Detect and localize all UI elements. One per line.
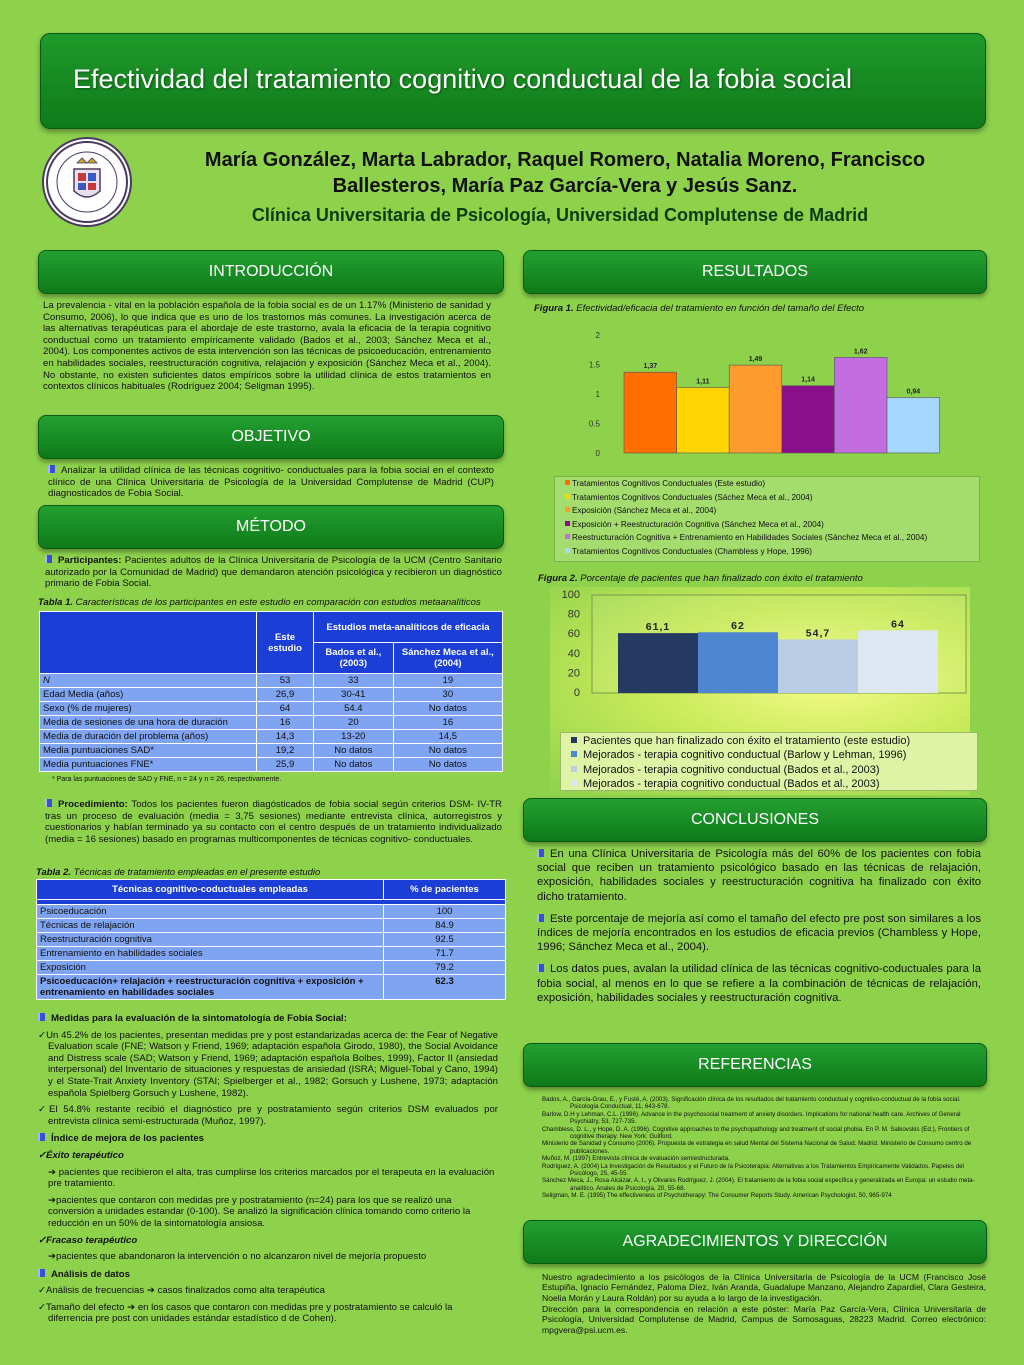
cell: 92.5 [384,933,506,947]
medidas-p2: El 54.8% restante recibió el diagnóstico pre y postratamiento según criterios DSM evaluados por entrevista clínica semi-estructurada (Muñoz, 1997). [48,1104,498,1127]
data-label: 0,94 [906,388,921,396]
university-seal [42,137,132,227]
cell: 20 [314,716,394,730]
objetivo-text: Analizar la utilidad clínica de las técnicas cognitivo- conductuales para la fobia social en el contexto clínico de una Clínica Universitaria de Psicología de la Universidad Complutense de Madrid (CUP) diagnosticados de Fobia Social. [48,465,494,500]
legend-item [565,531,979,545]
referencias-list [542,1096,982,1200]
row-label: Media de sesiones de una hora de duración [40,716,257,730]
data-label: 1,14 [801,376,815,384]
legend-swatch [571,751,577,757]
data-label: 64 [891,618,905,631]
row-label: Técnicas de relajación [37,919,384,933]
data-label: 54,7 [805,627,831,640]
fig1-caption: Figura 1. Efectividad/eficacia del tratamiento en función del tamaño del Efecto [534,303,865,314]
chart1-legend [554,476,980,562]
bullet-icon [48,465,55,473]
procedimiento-text: Todos los pacientes fueron diagósticados de fobia social según criterios DSM- IV-TR tras un proceso de evaluación (media = 3,75 sesiones) mediante entrevista clínica, autorregistros y cuestionarios y habían terminado ya su contacto con el centro después de un tratamiento individualizado (media = 16 sesiones) basado en programas multicomponentes de técnicas cognitivo- conductuales. [45,799,502,845]
legend-label: Mejorados - terapia cognitivo conductual (Bados et al., 2003) [583,763,880,776]
cell: 16 [393,716,502,730]
data-label: 62 [731,620,745,633]
bar [834,357,887,453]
list-item [537,847,981,904]
cell: 84.9 [384,919,506,933]
legend-item [571,734,977,748]
bullet-icon [38,1013,45,1021]
agradecimientos-text: Nuestro agradecimiento a los psicólogos de la Clínica Universitaria de Psicología de la UCM (Francisco José Estupiña, Ignacio Fernández, Paloma Díez, Iván Aranda, Guadalupe Manzano, Alejandro Zapardiel, Clara Gesteira, Noelia Morán y Laura Roldán) por su ayuda a lo largo de la investigación. [542,1272,986,1303]
direccion-text: Dirección para la correspondencia en relación a este póster: María Paz García-Vera, Clínica Universitaria de Psicología, Universidad Complutense de Madrid, Campus de Somosaguas, 28223 Madrid. Correo electrónico: mpgvera@psi.ucm.es. [542,1304,986,1335]
row-label: Reestructuración cognitiva [37,933,384,947]
row-label: Sexo (% de mujeres) [40,702,257,716]
cell: 19 [393,674,502,688]
exito-item-2: pacientes que contaron con medidas pre y postratamiento (n=24) para los que se realizó una conversión a unidades estandar (0-100). Se analizó la significación clínica tomando como criterio la reducción en un 50% de la sintomatología ansiosa. [48,1194,471,1229]
row-label: N [40,674,257,688]
reference-item: Ministerio de Sanidad y Consumo (2006). Propuesta de estrategia en salud Mental del Sistema Nacional de Salud. Madrid. Ministerio de Consumo centro de publicaciones. [542,1140,972,1155]
y-tick-label: 2 [595,331,600,340]
bar [618,633,698,693]
cell: No datos [393,744,502,758]
cell: No datos [314,744,394,758]
data-label: 1,11 [696,378,710,386]
legend-item [571,748,977,762]
table2-header-technique: Técnicas cognitivo-coductuales empleadas [37,880,384,900]
legend-item [565,491,979,505]
reference-item: Rodríguez, A. (2004) La Investigación de Resultados y el Futuro de la Psicoterapia: Alternativas a los Tratamientos Empíricamente Validados. Papeles del Psicólogo, 25, 45-55. [542,1162,964,1178]
list-item [537,912,981,955]
medidas-heading: Medidas para la evaluación de la sintomatología de Fobia Social: [51,1013,347,1024]
authors: María González, Marta Labrador, Raquel Romero, Natalia Moreno, Francisco Ballesteros, María Paz García-Vera y Jesús Sanz. [204,149,926,197]
legend-label: Exposición + Reestructuración Cognitiva (Sánchez Meca et al., 2004) [572,519,824,529]
cell: 30 [393,688,502,702]
row-label: Psicoeducación [37,905,384,919]
bullet-icon [45,799,52,807]
conclusion-text: Este porcentaje de mejoría así como el tamaño del efecto pre post son similares a los índices de mejoría encontrados en los estudios de eficacia previos (Chambless y Hope, 1996; Sánchez Meca et al., 2004). [537,912,981,954]
data-label: 1,49 [748,356,763,364]
intro-text: La prevalencia - vital en la población española de la fobia social es de un 1.17% (Ministerio de sanidad y Consumo, 2006), lo que indica que es uno de los trastornos más comunes. La investigación acerca de las alternativas terapéuticas para el abordaje de este trastorno, avala la eficacia de la terapia cognitivo conductual como un tratamiento empíricamente validado (Bados et al., 2003; Sánchez Meca et al., 2004). Los componentes activos de esta intervención son las técnicas de psicoeducación, entrenamiento en habilidades sociales, reestructuración cognitiva, relajación y exposición (Sánchez Meca et al., 2004). No obstante, no existen suficientes datos empíricos sobre la utilidad clínica de estos tratamientos en contextos clínicos habituales (Rodríguez 2004; Seligman 1995). [43,300,491,393]
y-tick-label: 1 [595,390,600,399]
participantes-text: Pacientes adultos de la Clínica Universitaria de Psicología de la UCM (Centro Sanitario autorizado por la Comunidad de Madrid) que demandaron atención psicológica y recibieron un diagnóstico primario de Fobia Social. [45,555,502,590]
analisis-item-1a: Análisis de frecuencias [46,1285,145,1297]
y-tick-label: 1.5 [588,360,600,370]
row-label: Exposición [37,961,384,975]
reference-item: Muñoz, M. (1997) Entrevista clínica de evaluación semiestructurada. [542,1155,730,1163]
legend-swatch [571,766,577,772]
table-row [40,702,503,716]
row-label: Media de duración del problema (años) [40,730,257,744]
cell: 30-41 [314,688,394,702]
row-label: Edad Media (años) [40,688,257,702]
analisis-item-1b: casos finalizados como alta terapéutica [157,1285,325,1297]
row-label: Media puntuaciones SAD* [40,744,257,758]
bar [778,639,858,693]
bar [624,372,677,453]
legend-swatch [571,737,577,743]
section-header-metodo: MÉTODO [38,505,504,549]
poster-title: Efectividad del tratamiento cognitivo conductual de la fobia social [73,64,852,94]
reference-item: Chambless, D. L., y Hope, D. A. (1996). Cognitive approaches to the psychopathology and treatment of social phobia. En P. M. Salkovskis (Ed.), Frontiers of cognitive therapy. New York: Guilford. [542,1125,970,1141]
table1-caption: Tabla 1. Características de los participantes en este estudio en comparación con estudios metaanalíticos [38,597,481,608]
cell: 16 [257,716,314,730]
conclusion-text: En una Clínica Universitaria de Psicología más del 60% de los pacientes con fobia social que reciben un tratamiento psicológico basado en las técnicas de relajación, exposición, habilidades sociales y reestructuración cognitiva ha finalizado con éxito dicho tratamiento. [537,848,981,903]
section-header-resultados: RESULTADOS [523,250,987,294]
cell: 64 [257,702,314,716]
table-row [40,758,503,772]
list-item [537,962,981,1005]
analisis-heading: Análisis de datos [51,1268,130,1280]
legend-label: Reestructuración Cognitiva + Entrenamiento en Habilidades Sociales (Sánchez Meca et al., 2004) [572,533,928,543]
data-label: 61,1 [645,621,671,634]
cell: 14,3 [257,730,314,744]
legend-swatch [565,480,570,485]
indice-heading: Índice de mejora de los pacientes [51,1133,205,1145]
cell: No datos [393,758,502,772]
medidas-p1-item: ✓Un 45.2% de los pacientes, presentan medidas pre y post estandarizadas acerca de: the Fear of Negative Evaluation scale (FNE; Watson y Friend, 1969; adaptación española Girodo, 1980), the Social Avoidance and Distress scale (SAD; Watson y Friend, 1969; adaptación española Bolbes, 1999), Factor II (ansiedad interpersonal) del Inventario de situaciones y respuestas de ansiedad (ISRA; Miguel-Tobal y Cano, 1994) y el State-Trait Anxiety Inventory (STAI; Spielberger et al., 1982; Gorsuch y Lushene, 1973; adaptación española Spielberg Gorsuch y Lushene, 1982). [38,1029,498,1099]
cell: 71.7 [384,947,506,961]
y-tick-label: 60 [567,628,580,641]
participantes-block [45,555,502,590]
cell: 79.2 [384,961,506,975]
bar [858,630,938,693]
cell: 14,5 [393,730,502,744]
fracaso-item-1: pacientes que abandonaron la intervención o no alcanzaron nivel de mejoría propuesto [56,1251,427,1263]
procedimiento-label: Procedimiento: [58,799,128,810]
legend-swatch [565,548,570,553]
bullet-icon [537,914,544,922]
cell: No datos [393,702,502,716]
medidas-p1: Un 45.2% de los pacientes, presentan medidas pre y post estandarizadas acerca de: the Fear of Negative Evaluation scale (FNE; Watson y Friend, 1969; adaptación española Girodo, 1980), the Social Avoidance and Distress scale (SAD; Watson y Friend, 1969; adaptación española Bolbes, 1999), Factor II (ansiedad interpersonal) del Inventario de situaciones y respuestas de ansiedad (ISRA; Miguel-Tobal y Cano, 1994) y el State-Trait Anxiety Inventory (STAI; Spielberger et al., 1982; Gorsuch y Lushene, 1973; adaptación española Spielberg Gorsuch y Lushene, 1982). [46,1029,498,1099]
cell: 26,9 [257,688,314,702]
cell: 19,2 [257,744,314,758]
legend-label: Tratamientos Cognitivos Conductuales (Este estudio) [572,479,766,488]
y-tick-label: 0 [595,449,600,458]
reference-item: Barlow, D.H y Lehman, C.L. (1996). Advance in the psychosocial treatment of anxiety disorders. Implications for national health care. Archives of General Psychiatry, 53, 727-735. [542,1110,961,1126]
medidas-p2-item: ✓El 54.8% restante recibió el diagnóstico pre y postratamiento según criterios DSM evaluados por entrevista clínica semi-estructurada (Muñoz, 1997). [38,1104,498,1127]
table1-header-este: Este estudio [257,612,314,674]
bar [782,386,835,453]
chart-effect-size [560,325,960,465]
cell: 33 [314,674,394,688]
cell: 100 [384,905,506,919]
y-tick-label: 80 [567,608,580,621]
legend-swatch [565,534,570,539]
table-techniques [36,879,506,1000]
bullet-icon [537,964,544,972]
legend-label: Tratamientos Cognitivos Conductuales (Sáchez Meca et al., 2004) [572,492,813,502]
cell: 25,9 [257,758,314,772]
row-label: Entrenamiento en habilidades sociales [37,947,384,961]
data-label: 1,37 [643,363,658,371]
procedimiento-block [45,799,502,845]
exito-item-1: pacientes que recibieron el alta, tras cumplirse los criterios marcados por el terapeuta en la evaluación pre tratamiento. [48,1166,495,1190]
table-participants [39,611,503,772]
y-tick-label: 100 [561,589,580,601]
section-header-intro: INTRODUCCIÓN [38,250,504,294]
y-tick-label: 0.5 [588,419,600,429]
legend-item [565,545,979,559]
y-tick-label: 40 [567,647,580,660]
objetivo-block [48,465,494,500]
table1-header-sanchez: Sánchez Meca et al., (2004) [393,643,502,674]
participantes-label: Participantes: [58,555,122,566]
table2-caption: Tabla 2. Técnicas de tratamiento empleadas en el presente estudio [36,867,321,878]
conclusiones-list [537,847,981,1013]
title-banner [40,33,986,129]
legend-label: Exposición (Sánchez Meca et al., 2004) [572,506,717,516]
legend-swatch [571,780,577,786]
cell: 54.4 [314,702,394,716]
y-tick-label: 20 [567,667,580,680]
fig2-caption: Figura 2. Porcentaje de pacientes que han finalizado con éxito el tratamiento [538,573,863,584]
table2-header-percent: % de pacientes [384,880,506,900]
table-row [37,947,506,961]
reference-item: Bados, A., García-Grau, E., y Fusté, A. (2003). Significación clínica de los resultados del tratamiento conductual y cognitivo-conductual de la fobia social. Psicología Conductual, 11, 643-678. [542,1096,961,1111]
legend-label: Pacientes que han finalizado con éxito el tratamiento (este estudio) [583,735,911,747]
analisis-item-2a: Tamaño del efecto [46,1301,125,1313]
legend-label: Tratamientos Cognitivos Conductuales (Chambless y Hope, 1996) [572,546,812,556]
fracaso-heading: Fracaso terapéutico [46,1234,138,1246]
reference-item: Seligman, M. E. (1995) The effectiveness of Psychotherapy: The Consumer Reports Study. American Psychologist, 50, 965-974 [542,1192,892,1200]
legend-label: Mejorados - terapia cognitivo conductual (Barlow y Lehman, 1996) [583,749,907,762]
legend-item [565,518,979,532]
table1-header-bados: Bados et al., (2003) [314,643,394,674]
table-row [40,730,503,744]
analisis-item-2b: en los casos que contaron con medidas pre y postratamiento se calculó la diferrencia pre post con unidades estándar estadístico d de Cohen). [48,1301,453,1325]
section-header-objetivo: OBJETIVO [38,415,504,459]
section-header-conclusiones: CONCLUSIONES [523,798,987,842]
table1-note: * Para las puntuaciones de SAD y FNE, n = 24 y n = 26, respectivamente. [52,776,282,783]
chart-success-rate [552,587,972,707]
affiliation: Clínica Universitaria de Psicología, Universidad Complutense de Madrid [251,205,869,225]
chart2-legend [560,732,978,791]
table-row [37,961,506,975]
legend-swatch [565,521,570,526]
cell: No datos [314,758,394,772]
section-header-agradecimientos: AGRADECIMIENTOS Y DIRECCIÓN [523,1220,987,1264]
legend-item [571,777,977,791]
bullet-icon [38,1269,45,1277]
bullet-icon [537,849,544,857]
table-row [40,688,503,702]
table-row [40,716,503,730]
cell: 53 [257,674,314,688]
data-label: 1,62 [853,348,868,356]
legend-swatch [565,507,570,512]
legend-item [565,477,979,491]
reference-item: Sánchez Meca, J., Rosa Alcázar, A. I., y Olivares Rodríguez, J. (2004). El tratamiento de la fobia social específica y generalizada en Europa: un estudio meta-analítico. Anales de Psicología, 20, 55-68. [542,1177,975,1192]
cell: 13-20 [314,730,394,744]
legend-swatch [565,494,570,499]
medidas-block: Medidas para la evaluación de la sintomatología de Fobia Social: ✓Un 45.2% de los pacientes, presentan medidas pre y post estandarizadas acerca de: the Fear of Negative Evaluation scale (FNE; Watson y Friend, 1969; adaptación española Girodo, 1980), the Social Avoidance and Distress scale (SAD; Watson y Friend, 1969; adaptación española Bolbes, 1999), Factor II (ansiedad interpersonal) del Inventario de situaciones y respuestas de ansiedad (ISRA; Miguel-Tobal y Cano, 1994) y el State-Trait Anxiety Inventory (STAI; Spielberger et al., 1982; Gorsuch y Lushene, 1973; adaptación española Spielberg Gorsuch y Lushene, 1982). ✓El 54.8% restante recibió el diagnóstico pre y postratamiento según criterios DSM evaluados por entrevista clínica semi-estructurada (Muñoz, 1997). Índice de mejora de los pacientes ✓Éxito terapéutico ➔ pacientes que recibieron el alta, tras cumplirse los criterios marcados por el terapeuta en la evaluación pre tratamiento. ➔pacientes que contaron con medidas pre y postratamiento (n=24) para los que se realizó una conversión a unidades estandar (0-100). Se analizó la significación clínica tomando como criterio la reducción en un 50% de la sintomatología ansiosa. ✓Fracaso terapéutico ➔pacientes que abandonaron la intervención o no alcanzaron nivel de mejoría propuesto Análisis de datos ✓Análisis de frecuencias ➔ casos finalizados como alta terapéutica ✓Tamaño del efecto ➔ en los casos que contaron con medidas pre y postratamiento se calculó la diferrencia pre post con unidades estándar estadístico d de Cohen). [38,1013,498,1325]
legend-label: Mejorados - terapia cognitivo conductual (Bados et al., 2003) [583,777,880,790]
legend-item [565,504,979,518]
bullet-icon [45,555,52,563]
legend-item [571,763,977,777]
table-row [37,933,506,947]
table-row [40,674,503,688]
bar [729,365,782,453]
bullet-icon [38,1133,45,1141]
exito-heading: Éxito terapéutico [46,1149,124,1161]
table1-header-meta: Estudios meta-analíticos de eficacia [314,612,503,643]
table2-last-label: Psicoeducación+ relajación + reestructuración cognitiva + exposición + entrenamiento en habilidades sociales [37,975,384,1000]
table1-corner [40,612,257,674]
table-row [37,905,506,919]
table-row [37,919,506,933]
y-tick-label: 0 [573,687,580,699]
bar [698,632,778,693]
section-header-referencias: REFERENCIAS [523,1043,987,1087]
bar [887,398,940,453]
row-label: Media puntuaciones FNE* [40,758,257,772]
table2-last-value: 62.3 [384,975,506,1000]
table-row [40,744,503,758]
bar [677,388,730,453]
conclusion-text: Los datos pues, avalan la utilidad clínica de las técnicas cognitivo-coductuales para la fobia social, al menos en lo que se refiere a la combinación de técnicas de relajación, exposición, habilidades sociales y reestructuración cognitiva. [537,963,981,1004]
